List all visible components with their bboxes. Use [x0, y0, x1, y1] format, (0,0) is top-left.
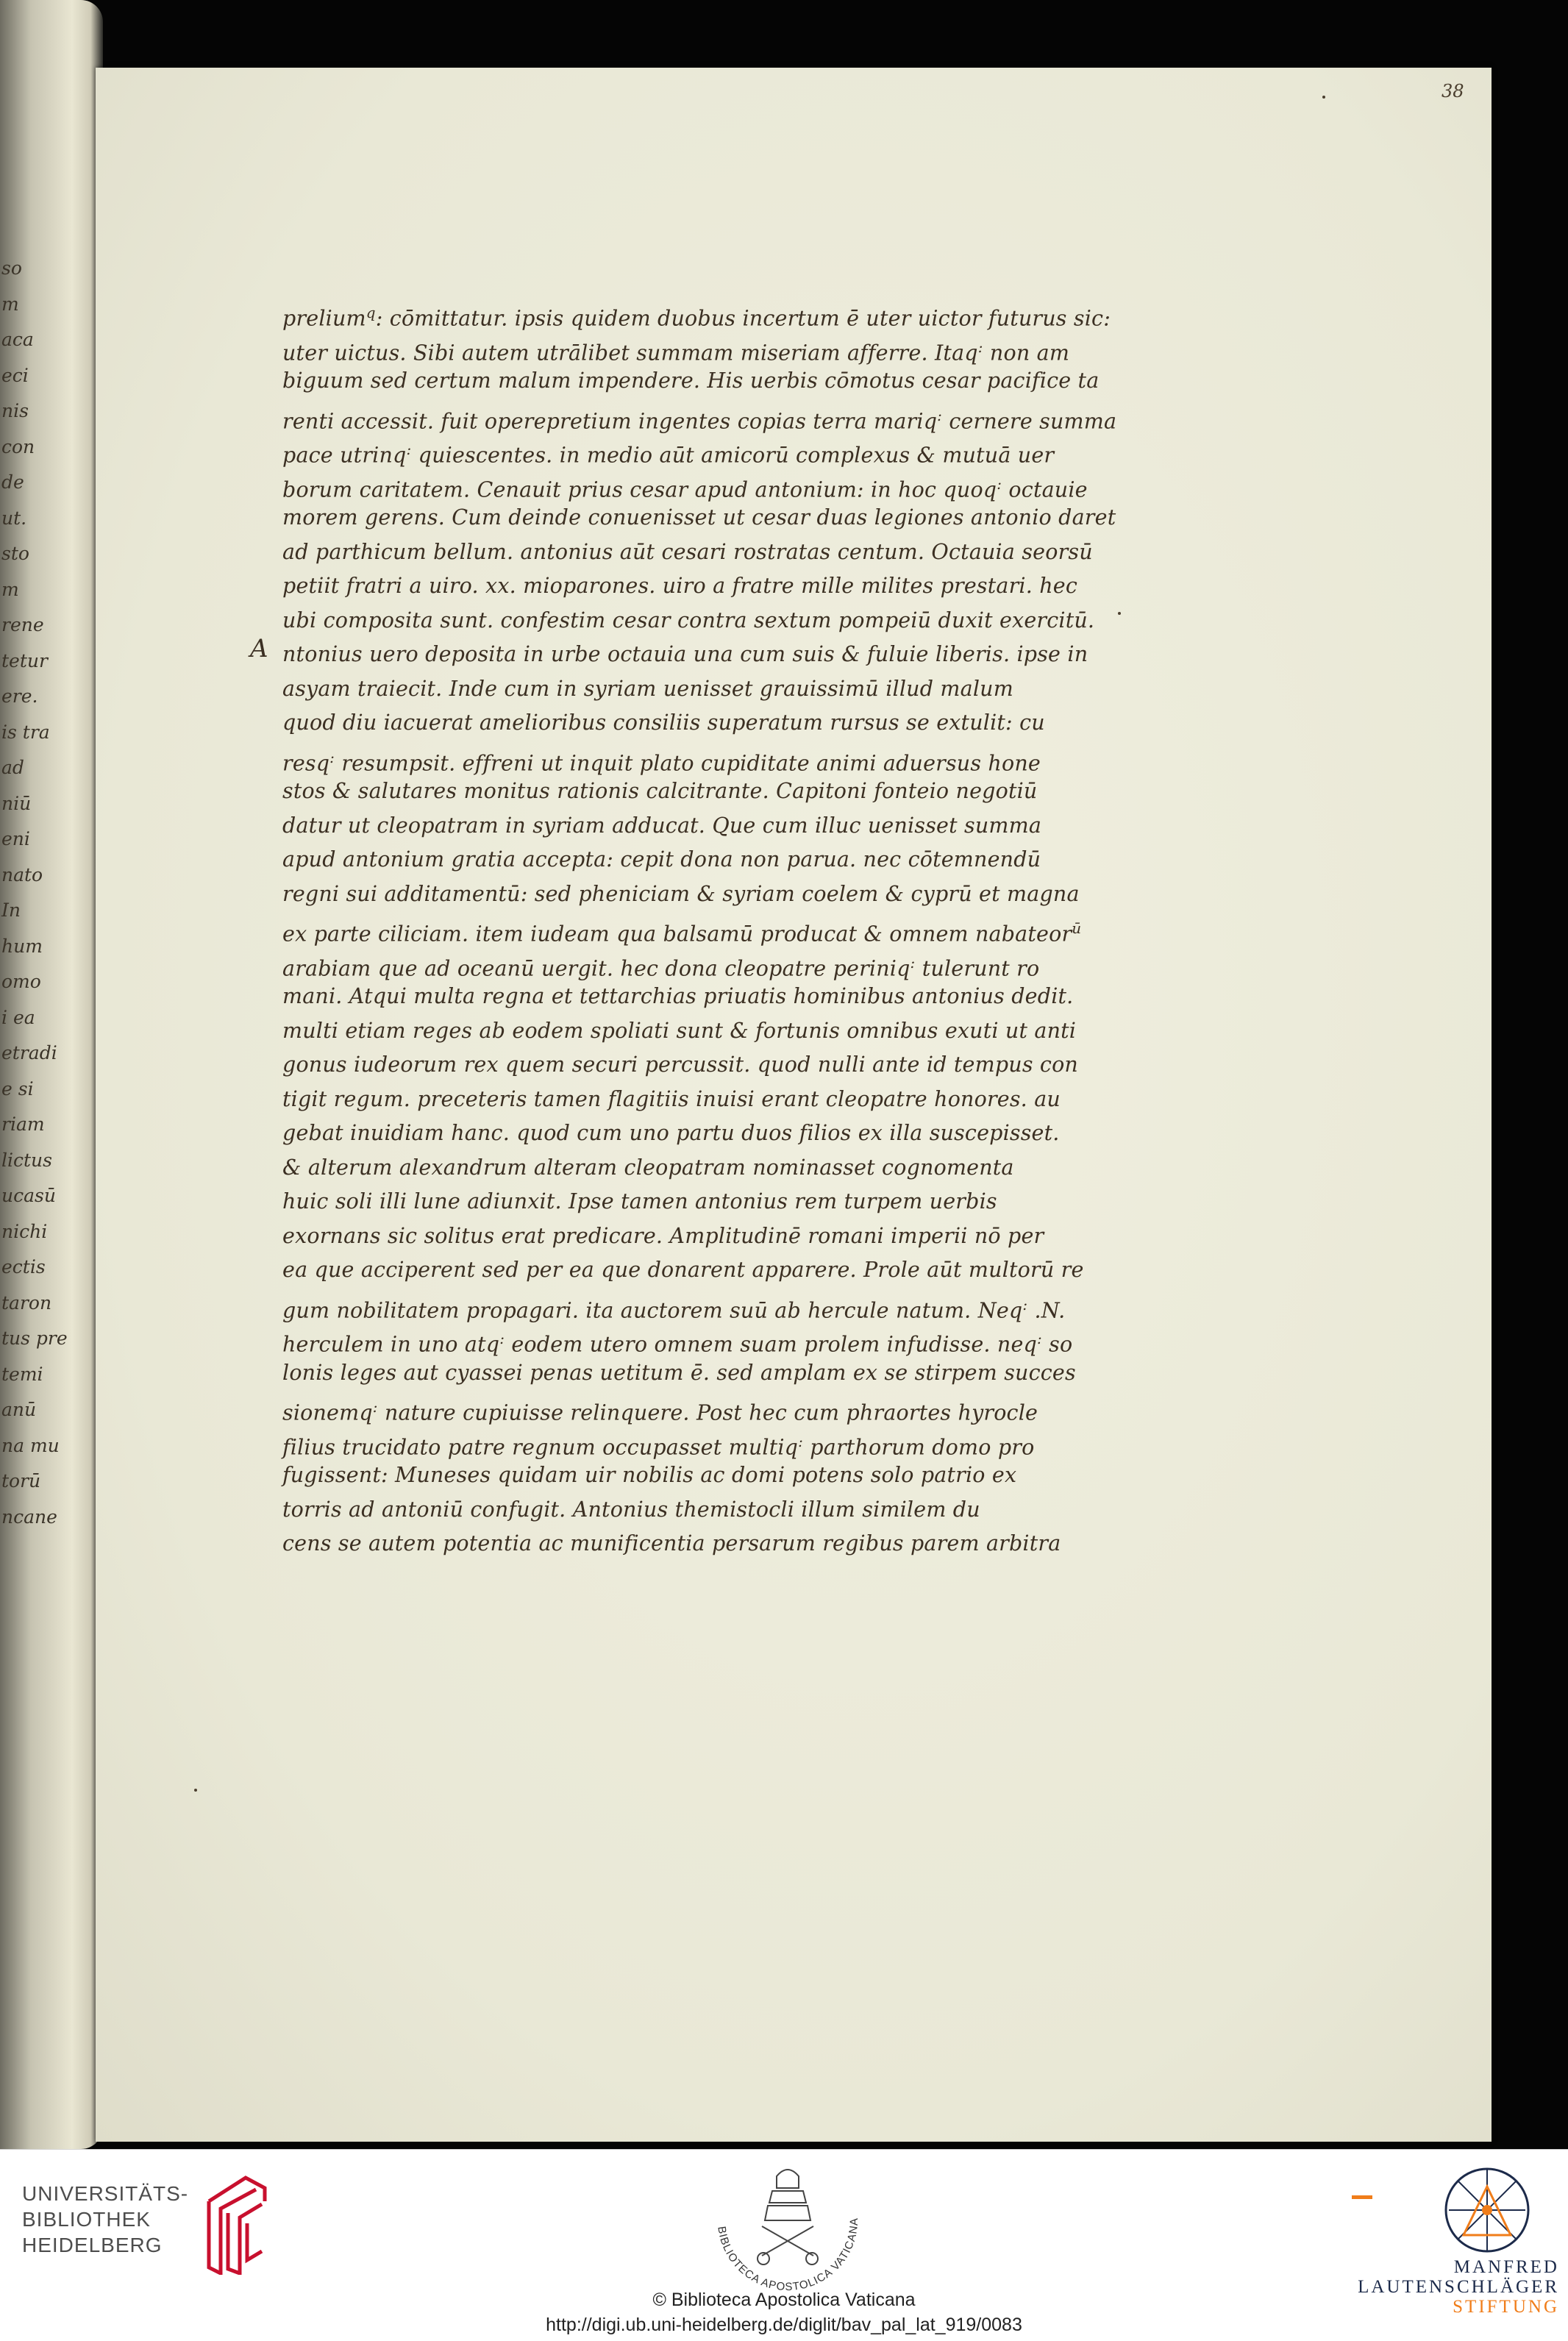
left-page-fragment: ncane — [1, 1506, 57, 1528]
left-page-fragment: nis — [1, 400, 29, 421]
left-page-fragment: eci — [1, 364, 29, 386]
left-page-fragment: hum — [1, 935, 43, 957]
sponsor-name[interactable] — [1346, 2257, 1559, 2317]
left-page-fragment: con — [1, 435, 35, 457]
left-page-fragment: e si — [1, 1077, 34, 1100]
left-page-fragment: ectis — [1, 1256, 46, 1278]
left-page-fragment: ad — [1, 757, 24, 778]
left-page-fragment: is tra — [1, 721, 50, 743]
text-line: ex parte ciliciam. item iudeam qua balsamū producat & omnem nabateor$^ū$ — [282, 919, 1082, 947]
text-line: quod diu iacuerat amelioribus consiliis superatum rursus se extulit: cu — [282, 710, 1045, 735]
sponsor-logo-icon[interactable] — [1442, 2164, 1533, 2256]
text-line: sionemq: nature cupiuisse relinquere. Post hec cum phraortes hyrocle — [282, 1398, 1038, 1425]
vatican-library-seal-icon[interactable] — [696, 2162, 880, 2294]
left-page-fragment: m — [1, 293, 19, 315]
initial-letter: A — [250, 634, 268, 663]
text-line: mani. Atqui multa regna et tettarchias priuatis hominibus antonius dedit. — [282, 984, 1074, 1008]
text-line: petiit fratri a uiro. xx. mioparones. uiro a fratre mille milites prestari. hec — [282, 574, 1078, 598]
left-page-fragment: etradi — [1, 1042, 57, 1063]
text-line: renti accessit. fuit operepretium ingentes copias terra mariq: cernere summa — [282, 406, 1117, 433]
text-line: morem gerens. Cum deinde conuenisset ut cesar duas legiones antonio daret — [282, 505, 1116, 530]
left-page-fragment: omo — [1, 971, 41, 992]
folio-number: 38 — [1442, 81, 1464, 101]
left-page-fragment: ut. — [1, 507, 27, 529]
text-line: apud antonium gratia accepta: cepit dona non parua. nec cōtemnendū — [282, 847, 1041, 872]
text-line: resq: resumpsit. effreni ut inquit plato cupiditate animi aduersus hone — [282, 748, 1041, 775]
text-line: borum caritatem. Cenauit prius cesar apud antonium: in hoc quoq: octauie — [282, 474, 1088, 502]
left-page-fragment: aca — [1, 329, 34, 350]
university-line: BIBLIOTHEK — [22, 2208, 151, 2231]
left-page-fragment: In — [1, 899, 21, 921]
left-page-fragment: tus pre — [1, 1328, 68, 1349]
text-line: gum nobilitatem propagari. ita auctorem suū ab hercule natum. Neq: .N. — [282, 1295, 1066, 1322]
left-page-fragment: taron — [1, 1291, 52, 1314]
text-line: filius trucidato patre regnum occupasset multiq: parthorum domo pro — [282, 1432, 1035, 1459]
page-mark — [1322, 96, 1325, 99]
text-line: gebat inuidiam hanc. quod cum uno partu duos filios ex illa suscepisset. — [282, 1121, 1060, 1145]
text-line: ntonius uero deposita in urbe octauia una cum suis & fuluie liberis. ipse in — [282, 642, 1088, 666]
left-page-fragment: tetur — [1, 649, 48, 671]
seal-text: BIBLIOTECA APOSTOLICA VATICANA — [715, 2217, 861, 2294]
university-logo-icon[interactable] — [203, 2172, 269, 2275]
left-page-fragment: m — [1, 578, 19, 600]
sponsor-line: STIFTUNG — [1453, 2297, 1559, 2317]
text-line: cens se autem potentia ac munificentia persarum regibus parem arbitra — [282, 1531, 1061, 1556]
left-page-fragment: torū — [1, 1470, 41, 1492]
left-page-fragment: eni — [1, 828, 30, 849]
text-line: prelium$^q$: cōmittatur. ipsis quidem duobus incertum ē̄ uter uictor futurus sic: — [282, 304, 1111, 331]
manuscript-text — [282, 296, 1224, 1561]
left-page-fragment: ucasū — [1, 1185, 56, 1206]
text-line: multi etiam reges ab eodem spoliati sunt & fortunis omnibus exuti ut anti — [282, 1018, 1077, 1043]
left-page-fragment: rene — [1, 614, 44, 635]
text-line: ubi composita sunt. confestim cesar contra sextum pompeiū duxit exercitū. — [282, 607, 1095, 633]
left-page-fragment: temi — [1, 1363, 43, 1385]
text-line: ad parthicum bellum. antonius aūt cesari rostratas centum. Octauia seorsū — [282, 539, 1093, 564]
text-line: ea que acciperent sed per ea que donarent apparere. Prole aūt multorū re — [282, 1258, 1084, 1282]
text-line: lonis leges aut cyassei penas uetitum ē̄. sed amplam ex se stirpem succes — [282, 1360, 1076, 1385]
left-page-fragment: lictus — [1, 1149, 52, 1171]
sponsor-dash — [1352, 2195, 1372, 2199]
text-line: asyam traiecit. Inde cum in syriam uenisset grauissimū illud malum — [282, 676, 1013, 701]
left-page-fragment: i ea — [1, 1006, 35, 1028]
text-line: biguum sed certum malum impendere. His uerbis cōmotus cesar pacifice ta — [282, 368, 1100, 393]
manuscript-page — [96, 68, 1492, 2142]
text-line: datur ut cleopatram in syriam adducat. Que cum illuc uenisset summa — [282, 813, 1042, 838]
text-line: gonus iudeorum rex quem securi percussit. quod nulli ante id tempus con — [282, 1052, 1078, 1077]
text-line: pace utrinq: quiescentes. in medio aūt amicorū complexus & mutuā uer — [282, 441, 1055, 468]
text-line: & alterum alexandrum alteram cleopatram nominasset cognomenta — [282, 1155, 1014, 1180]
university-line: HEIDELBERG — [22, 2234, 163, 2256]
text-line: tigit regum. preceteris tamen flagitiis inuisi erant cleopatre honores. au — [282, 1086, 1061, 1111]
left-page-fragment: ere. — [1, 685, 38, 707]
university-line: UNIVERSITÄTS- — [22, 2182, 189, 2205]
left-page-fragment: anū — [1, 1399, 37, 1420]
left-page-fragment: nato — [1, 863, 43, 886]
text-line: fugissent: Muneses quidam uir nobilis ac domi potens solo patrio ex — [282, 1463, 1017, 1487]
sponsor-line: MANFRED — [1453, 2257, 1559, 2277]
left-page-fragment: sto — [1, 543, 29, 564]
footer — [0, 2149, 1568, 2341]
text-line: arabiam que ad oceanū uergit. hec dona cleopatre periniq: tulerunt ro — [282, 953, 1040, 980]
permalink-url[interactable]: http://digi.ub.uni-heidelberg.de/diglit/bav_pal_lat_919/0083 — [546, 2315, 1022, 2335]
left-page-fragment: na mu — [1, 1434, 60, 1456]
copyright-notice: © Biblioteca Apostolica Vaticana — [652, 2290, 916, 2310]
left-page-fragment: niū — [1, 792, 32, 814]
text-line: herculem in uno atq: eodem utero omnem suam prolem infudisse. neq: so — [282, 1330, 1073, 1357]
left-page-fragment: riam — [1, 1114, 45, 1135]
text-line: stos & salutares monitus rationis calcitrante. Capitoni fonteio negotiū — [282, 779, 1038, 803]
sponsor-line: LAUTENSCHLÄGER — [1358, 2277, 1559, 2297]
left-page-fragment: nichi — [1, 1220, 48, 1242]
university-library-name[interactable] — [22, 2181, 188, 2258]
text-line: torris ad antoniū confugit. Antonius themistocli illum similem du — [282, 1497, 980, 1522]
page-mark — [194, 1789, 197, 1792]
text-line: regni sui additamentū: sed pheniciam & syriam coelem & cyprū et magna — [282, 881, 1080, 906]
left-page-fragment: de — [1, 471, 24, 493]
text-line: exornans sic solitus erat predicare. Amplitudinē romani imperii nō per — [282, 1223, 1044, 1248]
text-line: uter uictus. Sibi autem utrālibet summam miseriam afferre. Itaq: non am — [282, 338, 1070, 365]
left-page-fragment: so — [1, 257, 22, 279]
text-line: huic soli illi lune adiunxit. Ipse tamen antonius rem turpem uerbis — [282, 1189, 997, 1214]
svg-text:BIBLIOTECA APOSTOLICA VATICANA — [715, 2217, 860, 2293]
left-page-edge — [0, 0, 103, 2149]
